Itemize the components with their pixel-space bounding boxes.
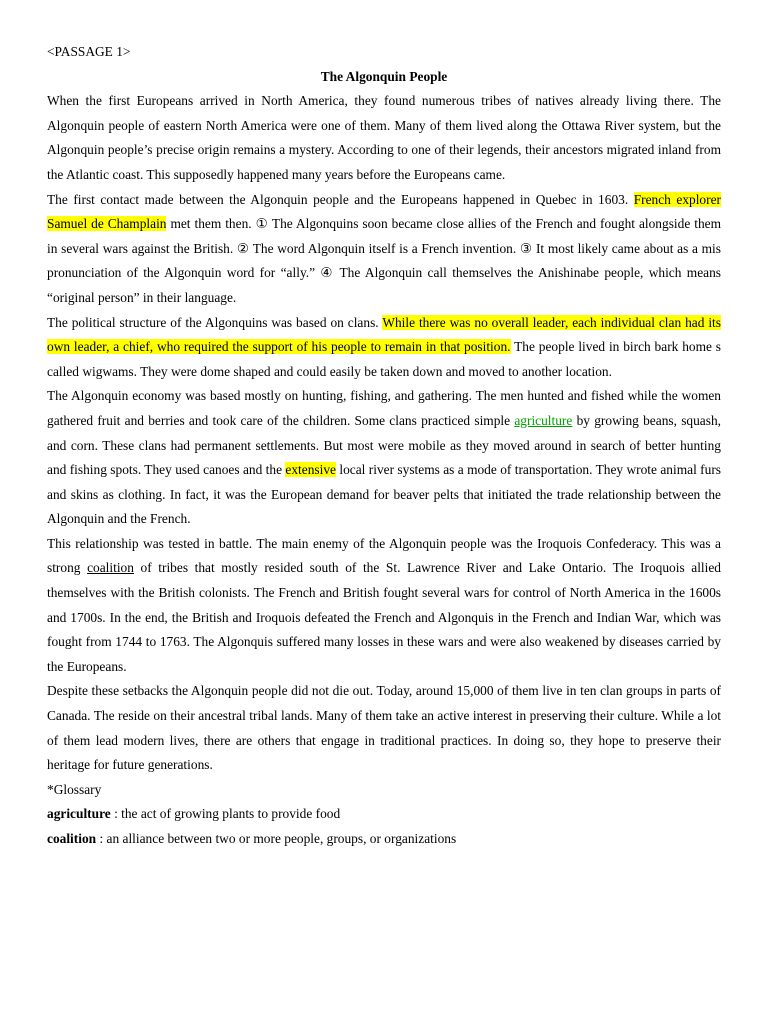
highlight-champlain: French explorer Samuel de Champlain — [47, 191, 721, 232]
paragraph-4 — [47, 384, 721, 532]
highlight-chief-sentence: While there was no overall leader, each individual clan had its own leader, a chief, who required the support of his people to remain in that position. — [47, 314, 721, 355]
glossary-heading: *Glossary — [47, 781, 102, 797]
paragraph-3 — [47, 311, 721, 385]
paragraph-2-text-a: The first contact made between the Algonquin people and the Europeans happened in Quebec in 1603. — [47, 191, 634, 207]
glossary-term: coalition — [47, 831, 97, 846]
paragraph-5-text-b: of tribes that mostly resided south of the St. Lawrence River and Lake Ontario. The Iroquois allied themselves with the British colonists. The French and British fought several wars for control of North America in the 1600s and 1700s. In the end, the British and Iroquois defeated the French and Algonquis in the French and Indian War, which was fought from 1744 to 1763. The Algonquis suffered many losses in these wars and were also weakened by diseases carried by the Europeans. — [47, 560, 721, 674]
paragraph-2-text-b: met them then. ① The Algonquins soon became close allies of the French and fought alongside them in several wars against the British. ② The word Algonquin itself is a French invention. ③ It most likely came about as a mis pronunciation of the Algonquin word for “ally.” ④ The Algonquin call themselves the Anishinabe people, which means “original person” in their language. — [47, 216, 721, 305]
paragraph-5 — [47, 532, 721, 680]
paragraph-2 — [47, 188, 721, 311]
paragraph-4-text-a: The Algonquin economy was based mostly on hunting, fishing, and gathering. The men hunted and fished while the women gathered fruit and berries and took care of the children. Some clans practiced simple — [47, 388, 721, 428]
underlined-coalition: coalition — [87, 560, 134, 576]
paragraph-1: When the first Europeans arrived in North America, they found numerous tribes of natives already living there. The Algonquin people of eastern North America were one of them. Many of them lived along the Ottawa River system, but the Algonquin people’s precise origin remains a mystery. According to one of their legends, their ancestors migrated inland from the Atlantic coast. This supposedly happened many years before the Europeans came. — [47, 93, 721, 182]
paragraph-4-text-c: local river systems as a mode of transportation. They wrote animal furs and skins as clothing. In fact, it was the European demand for beaver pelts that initiated the trade relationship between the Algonquin and the French. — [47, 462, 721, 527]
document-page — [47, 40, 721, 852]
paragraph-3-text-b: The people lived in birch bark home s called wigwams. They were dome shaped and could easily be taken down and moved to another location. — [47, 339, 721, 379]
paragraph-6: Despite these setbacks the Algonquin people did not die out. Today, around 15,000 of them live in ten clan groups in parts of Canada. The reside on their ancestral tribal lands. Many of them take an active interest in preserving their culture. While a lot of them lead modern lives, there are others that engage in traditional practices. In doing so, they hope to preserve their heritage for future generations. — [47, 683, 721, 773]
glossary-definition: : the act of growing plants to provide food — [110, 806, 341, 822]
glossary-term: agriculture — [47, 806, 111, 822]
paragraph-5-text-a: This relationship was tested in battle. The main enemy of the Algonquin people was the Iroquois Confederacy. This was a strong — [47, 535, 721, 576]
glossary-definition: : an alliance between two or more people, groups, or organizations — [96, 831, 457, 846]
passage-title: The Algonquin People — [320, 68, 448, 84]
highlight-extensive: extensive — [285, 462, 336, 478]
glossary-item — [47, 802, 721, 827]
agriculture-link[interactable]: agriculture — [514, 412, 573, 428]
glossary-item — [47, 827, 721, 852]
paragraph-4-text-b: by growing beans, squash, and corn. These clans had permanent settlements. But most were mobile as they moved around in search of better hunting and fishing spots. They used canoes and the — [47, 412, 721, 478]
passage-label: <PASSAGE 1> — [47, 44, 131, 59]
paragraph-3-text-a: The political structure of the Algonquins was based on clans. — [47, 314, 383, 330]
